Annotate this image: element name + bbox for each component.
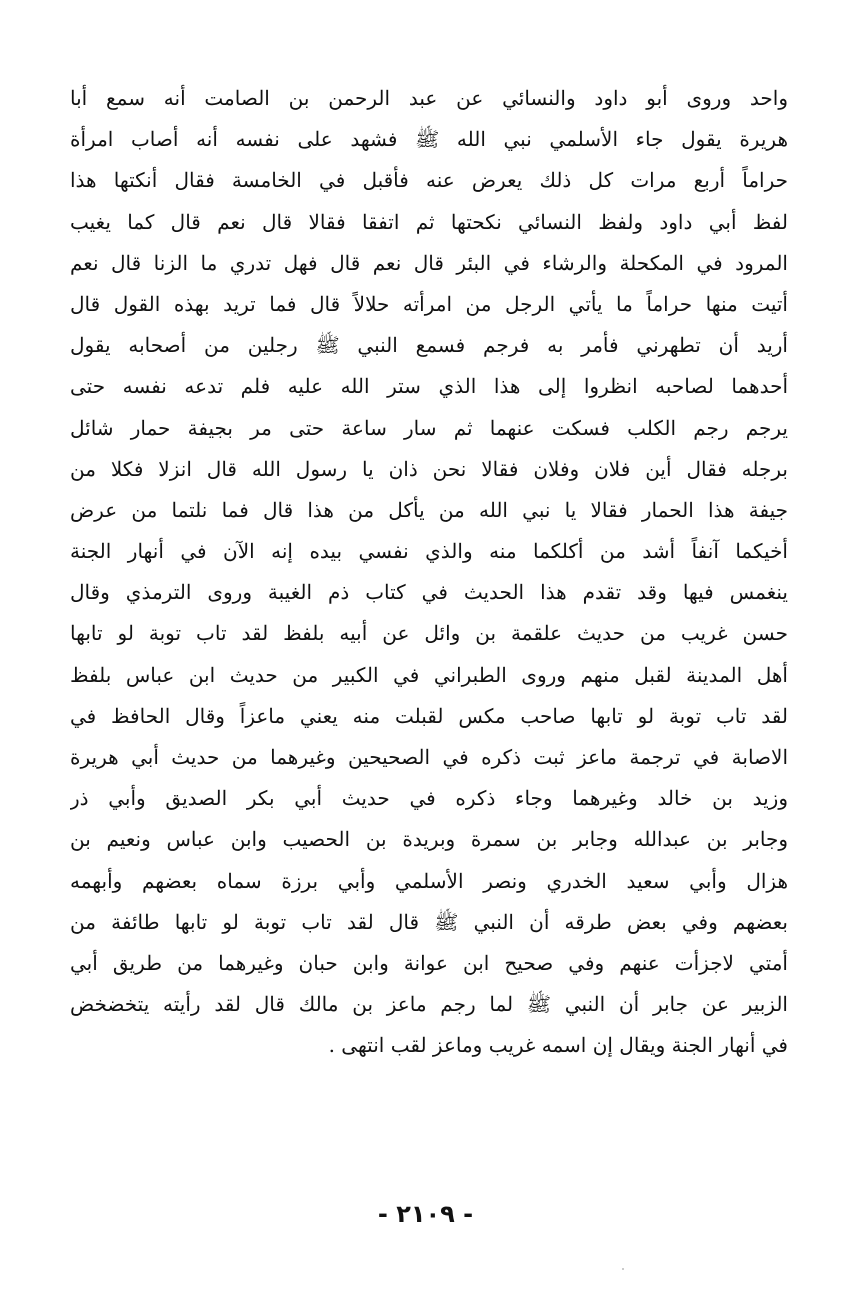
text-line-21: بعضهم وفي بعض طرقه أن النبي ﷺ قال لقد تاب توبة لو تابها طائفة من	[70, 909, 788, 934]
text-line-4: لفظ أبي داود ولفظ النسائي نكحتها ثم اتفقا فقالا قال نعم قال كما يغيب	[70, 209, 788, 234]
text-line-14: حسن غريب من حديث علقمة بن وائل عن أبيه بلفظ لقد تاب توبة لو تابها	[70, 621, 788, 646]
page-number: - ٢١٠٩ -	[377, 1200, 474, 1228]
scan-speck	[622, 1268, 624, 1270]
text-line-10: برجله فقال أين فلان وفلان فقالا نحن ذان يا رسول الله قال انزلا فكلا من	[70, 456, 788, 481]
text-line-23: الزبير عن جابر أن النبي ﷺ لما رجم ماعز بن مالك قال لقد رأيته يتخضخض	[70, 992, 788, 1017]
text-line-17: الاصابة في ترجمة ماعز ثبت ذكره في الصحيحين وغيرهما من حديث أبي هريرة	[70, 745, 788, 769]
text-line-5: المرود في المكحلة والرشاء في البئر قال نعم قال فهل تدري ما الزنا قال نعم	[70, 250, 788, 275]
text-line-15: أهل المدينة لقبل منهم وروى الطبراني في الكبير من حديث ابن عباس بلفظ	[70, 662, 788, 687]
text-line-20: هزال وأبي سعيد الخدري ونصر الأسلمي وأبي برزة سماه بعضهم وأبهمه	[70, 868, 788, 893]
text-line-18: وزيد بن خالد وغيرهما وجاء ذكره في حديث أبي بكر الصديق وأبي ذر	[70, 786, 788, 811]
text-line-16: لقد تاب توبة لو تابها صاحب مكس لقبلت منه يعني ماعزاً وقال الحافظ في	[70, 703, 788, 728]
body-text	[70, 78, 788, 1067]
text-line-11: جيفة هذا الحمار فقالا يا نبي الله من يأكل من هذا قال فما نلتما من عرض	[70, 497, 788, 522]
text-line-3: حراماً أربع مرات كل ذلك يعرض عنه فأقبل في الخامسة فقال أنكتها هذا	[70, 168, 788, 193]
text-line-1: واحد وروى أبو داود والنسائي عن عبد الرحمن بن الصامت أنه سمع أبا	[70, 86, 788, 110]
text-line-24: في أنهار الجنة ويقال إن اسمه غريب وماعز لقب انتهى .	[328, 1033, 788, 1058]
text-line-19: وجابر بن عبدالله وجابر بن سمرة وبريدة بن الحصيب وابن عباس ونعيم بن	[70, 827, 788, 852]
text-line-8: أحدهما لصاحبه انظروا إلى هذا الذي ستر الله عليه فلم تدعه نفسه حتى	[70, 374, 788, 399]
text-line-7: أريد أن تطهرني فأمر به فرجم فسمع النبي ﷺ رجلين من أصحابه يقول	[70, 333, 788, 358]
text-line-6: أتيت منها حراماً ما يأتي الرجل من امرأته حلالاً قال فما تريد بهذه القول قال	[70, 291, 788, 316]
text-line-22: أمتي لاجزأت عنهم وفي صحيح ابن عوانة وابن حبان وغيرهما من طريق أبي	[70, 950, 788, 975]
text-line-13: ينغمس فيها وقد تقدم هذا الحديث في كتاب ذم الغيبة وروى الترمذي وقال	[70, 580, 788, 605]
text-line-12: أخيكما آنفاً أشد من أكلكما منه والذي نفسي بيده إنه الآن في أنهار الجنة	[70, 539, 788, 564]
text-line-2: هريرة يقول جاء الأسلمي نبي الله ﷺ فشهد على نفسه أنه أصاب امرأة	[70, 127, 788, 152]
text-line-9: يرجم رجم الكلب فسكت عنهما ثم سار ساعة حتى مر بجيفة حمار شائل	[70, 415, 788, 440]
